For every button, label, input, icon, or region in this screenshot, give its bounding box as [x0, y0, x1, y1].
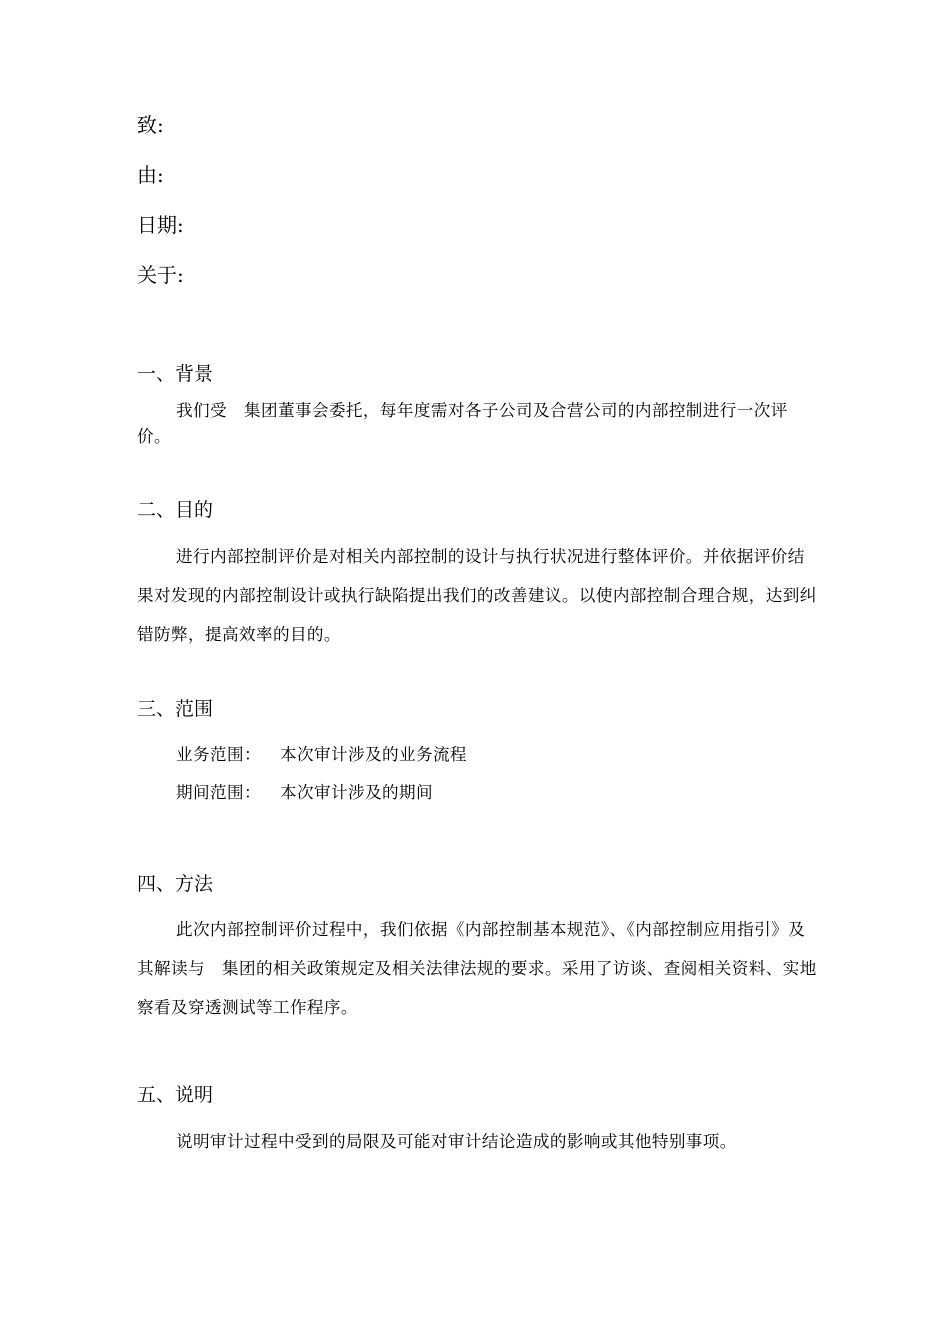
section-title-background: 一、背景: [137, 363, 214, 385]
section-title-scope: 三、范围: [137, 698, 214, 720]
scope-item-label: 业务范围：: [176, 745, 261, 764]
scope-item-value: 本次审计涉及的期间: [280, 783, 433, 802]
section-body-purpose: 进行内部控制评价是对相关内部控制的设计与执行状况进行整体评价。并依据评价结果对发现的内部控制设计或执行缺陷提出我们的改善建议。以使内部控制合理合规，达到纠错防弊，提高效率的目的。: [137, 547, 817, 644]
about-label: 关于:: [137, 263, 184, 287]
scope-item-value: 本次审计涉及的业务流程: [280, 745, 467, 764]
date-label: 日期:: [137, 213, 184, 237]
to-label: 致:: [137, 113, 164, 137]
section-title-method: 四、方法: [137, 873, 214, 895]
section-body-notes: 说明审计过程中受到的局限及可能对审计结论造成的影响或其他特别事项。: [176, 1132, 737, 1151]
section-title-purpose: 二、目的: [137, 499, 214, 521]
section-body-method: 此次内部控制评价过程中，我们依据《内部控制基本规范》、《内部控制应用指引》及其解读与 集团的相关政策规定及相关法律法规的要求。采用了访谈、查阅相关资料、实地察看及穿透测试等工作程序。: [137, 920, 817, 1017]
scope-item-label: 期间范围：: [176, 783, 261, 802]
scope-item-period: [176, 781, 433, 805]
section-title-notes: 五、说明: [137, 1084, 214, 1106]
scope-item-business: [176, 743, 467, 767]
section-body-background: 我们受 集团董事会委托，每年度需对各子公司及合营公司的内部控制进行一次评价。: [137, 401, 788, 446]
from-label: 由:: [137, 163, 164, 187]
